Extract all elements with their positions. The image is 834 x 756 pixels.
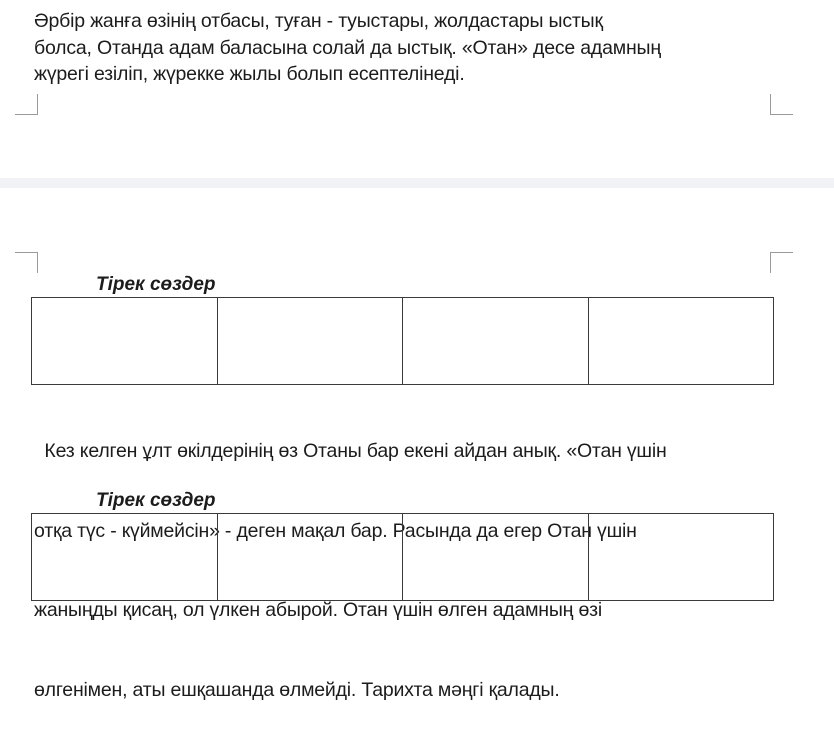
page-gap [0, 178, 834, 188]
paragraph-2-line-2: отқа түс - күймейсін» - деген мақал бар. Расында да егер Отан үшін [34, 519, 637, 542]
paragraph-1-line-2: болса, Отанда адам баласына солай да ыстық. «Отан» десе адамның [34, 36, 661, 59]
keyword-cell[interactable] [403, 514, 589, 601]
paragraph-2-line-4: өлгенімен, аты ешқашанда өлмейді. Тарихта мәңгі қалады. [34, 678, 560, 701]
keywords-table-1 [31, 297, 774, 385]
paragraph-2-line-3: жаныңды қисаң, ол үлкен абырой. Отан үшін өлген адамның өзі [34, 599, 602, 621]
keywords-table-2 [31, 513, 774, 601]
keyword-cell[interactable] [32, 514, 218, 601]
margin-corner-mark [15, 94, 38, 115]
margin-corner-mark [770, 94, 793, 115]
margin-corner-mark [15, 252, 38, 273]
document-page-1 [0, 0, 834, 178]
keyword-cell[interactable] [403, 298, 589, 385]
paragraph-1-line-3: жүрегі езіліп, жүрекке жылы болып есептелінеді. [34, 63, 465, 85]
keywords-title-1: Тірек сөздер [96, 274, 216, 295]
document-page-2 [0, 188, 834, 701]
margin-corner-mark [770, 252, 793, 273]
keyword-cell[interactable] [217, 298, 403, 385]
keywords-title-2: Тірек сөздер [96, 490, 216, 511]
keyword-cell[interactable] [588, 514, 774, 601]
keyword-cell[interactable] [217, 514, 403, 601]
keyword-cell[interactable] [32, 298, 218, 385]
paragraph-2-line-1: Кез келген ұлт өкілдерінің өз Отаны бар екені айдан анық. «Отан үшін [34, 440, 667, 462]
paragraph-1-line-1: Әрбір жанға өзінің отбасы, туған - туыстары, жолдастары ыстық [34, 10, 603, 32]
keyword-cell[interactable] [588, 298, 774, 385]
paragraph-1 [34, 8, 661, 88]
